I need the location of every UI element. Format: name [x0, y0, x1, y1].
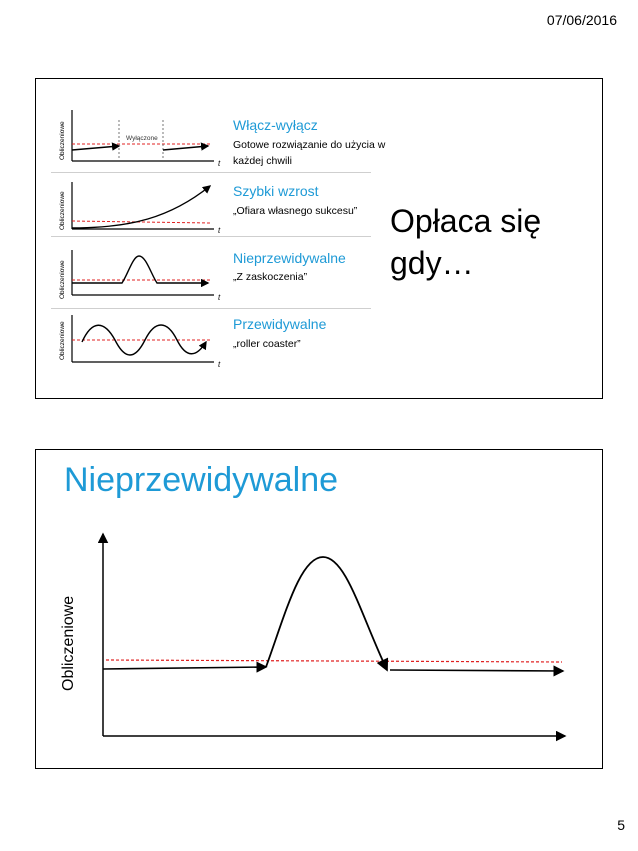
slide-2-title: Nieprzewidywalne	[64, 461, 339, 499]
baseline-segment-2	[390, 670, 563, 671]
header-date: 07/06/2016	[546, 12, 617, 28]
x-axis-label: t	[218, 360, 221, 369]
x-axis-label: t	[218, 159, 221, 168]
y-axis-label: Obliczeniowe	[59, 260, 66, 299]
x-axis-label: t	[218, 293, 221, 302]
case-title-predictable: Przewidywalne	[233, 316, 327, 332]
threshold-line	[106, 660, 562, 662]
case-desc-fast-growth: „Ofiara własnego sukcesu”	[233, 205, 358, 217]
case-title-on-off: Włącz-wyłącz	[233, 117, 318, 133]
annotation-off: Wyłączone	[126, 135, 158, 142]
headline-line-2: gdy…	[390, 245, 474, 281]
x-axis-label: t	[218, 226, 221, 235]
y-axis-label: Obliczeniowe	[59, 321, 66, 360]
case-title-unpredictable: Nieprzewidywalne	[233, 250, 346, 266]
y-axis-label: Obliczeniowe	[60, 595, 77, 691]
y-axis-label: Obliczeniowe	[59, 121, 66, 160]
case-title-fast-growth: Szybki wzrost	[233, 183, 319, 199]
demand-spike	[266, 557, 387, 670]
y-axis-label: Obliczeniowe	[59, 191, 66, 230]
case-desc-on-off: Gotowe rozwiązanie do użycia w każdej chwili	[233, 139, 386, 167]
baseline-segment-1	[103, 667, 266, 669]
case-desc-predictable: „roller coaster”	[233, 338, 301, 350]
case-desc-unpredictable: „Z zaskoczenia”	[233, 271, 308, 283]
page-number: 5	[617, 817, 625, 833]
headline-line-1: Opłaca się	[390, 203, 542, 239]
